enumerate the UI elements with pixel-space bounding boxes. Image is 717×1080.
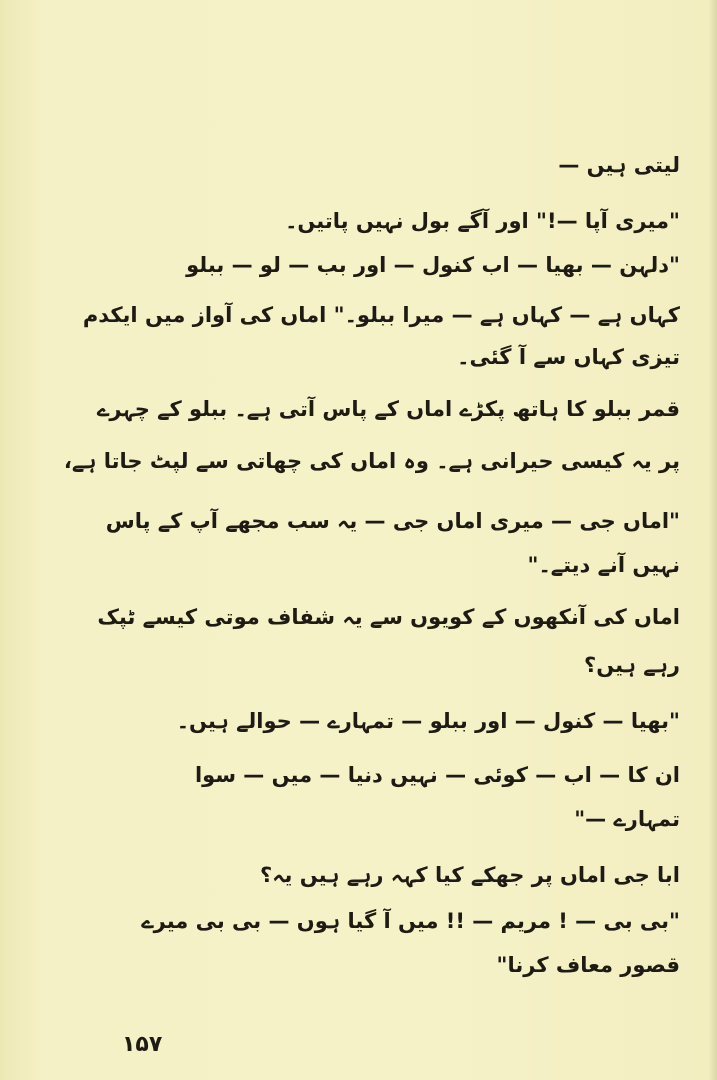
text-line-15: ابا جی اماں پر جھکے کیا کہہ رہے ہیں یہ؟ (260, 863, 680, 887)
text-line-14: تمہارے —" (574, 807, 680, 831)
text-line-7: پر یہ کیسی حیرانی ہے۔ وہ اماں کی چھاتی سے لپٹ جاتا ہے، (63, 449, 680, 473)
page-edge (709, 0, 717, 1080)
text-line-10: اماں کی آنکھوں کے کویوں سے یہ شفاف موتی کیسے ٹپک (97, 605, 680, 629)
text-line-3: "دلہن — بھیا — اب کنول — اور بب — لو — ببلو (186, 253, 680, 277)
text-line-16: "بی بی — ! مریم — !! میں آ گیا ہوں — بی بی میرے (141, 909, 680, 933)
page-number: ۱۵۷ (122, 1032, 163, 1057)
text-line-13: ان کا — اب — کوئی — نہیں دنیا — میں — سوا (194, 763, 680, 787)
text-line-2: "میری آپا —!" اور آگے بول نہیں پاتیں۔ (285, 209, 680, 233)
text-line-4: کہاں ہے — کہاں ہے — میرا ببلو۔" اماں کی آواز میں ایکدم (82, 303, 680, 327)
text-line-12: "بھیا — کنول — اور ببلو — تمہارے — حوالے ہیں۔ (176, 709, 680, 733)
text-line-6: قمر ببلو کا ہاتھ پکڑے اماں کے پاس آتی ہے۔ ببلو کے چہرے (97, 397, 680, 421)
text-line-5: تیزی کہاں سے آ گئی۔ (457, 345, 680, 369)
text-line-11: رہے ہیں؟ (584, 653, 680, 677)
text-line-9: نہیں آنے دیتے۔" (527, 553, 680, 577)
text-line-1: لیتی ہیں — (558, 153, 680, 177)
text-line-17: قصور معاف کرنا" (496, 953, 680, 977)
text-line-8: "اماں جی — میری اماں جی — یہ سب مجھے آپ کے پاس (105, 509, 680, 533)
